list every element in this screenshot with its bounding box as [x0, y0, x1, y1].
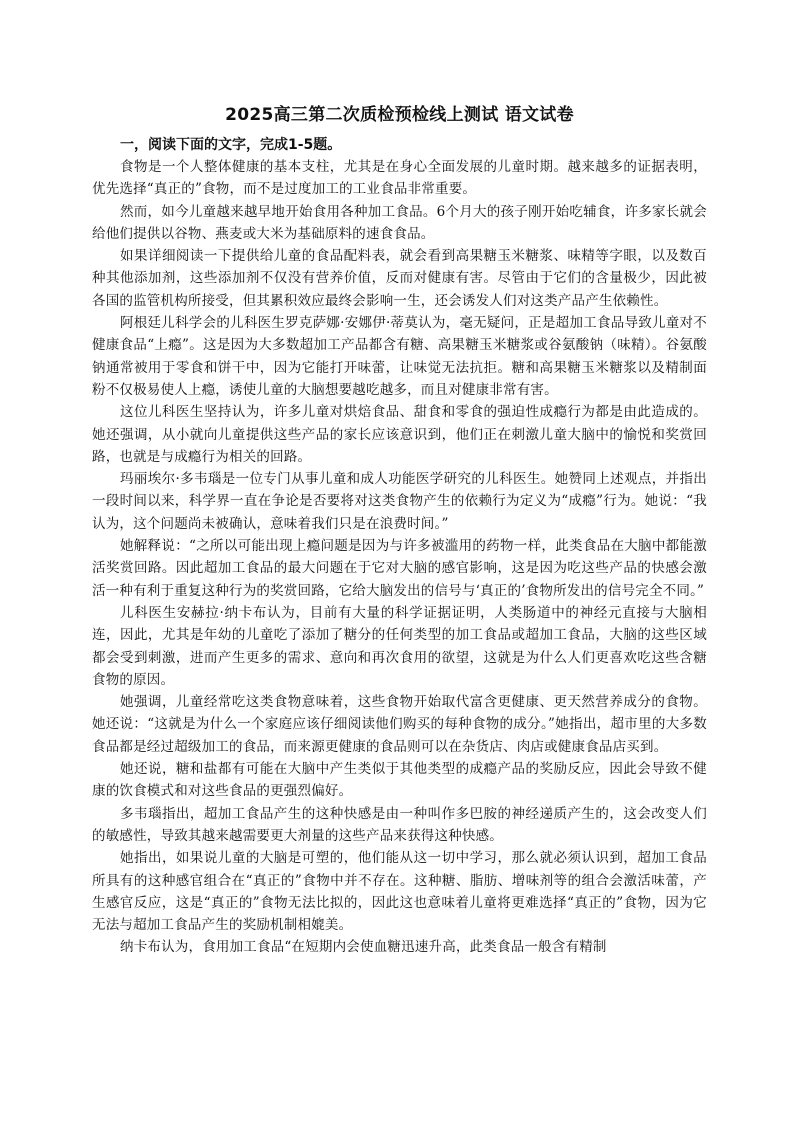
page-title: 2025高三第二次质检预检线上测试 语文试卷: [225, 105, 574, 125]
passage-paragraph: 她解释说：“之所以可能出现上瘾问题是因为与许多被滥用的药物一样，此类食品在大脑中都能激活奖赏回路。因此超加工食品的最大问题在于它对大脑的感官影响，这是因为吃这些产品的快感会激活一种有利于重复这种行为的奖赏回路，它给大脑发出的信号与‘真正的’食物所发出的信号完全不同。”: [92, 538, 707, 599]
passage-paragraph: 她还说，糖和盐都有可能在大脑中产生类似于其他类型的成瘾产品的奖励反应，因此会导致不健康的饮食模式和对这些食品的更强烈偏好。: [92, 761, 707, 800]
passage-paragraph: 如果详细阅读一下提供给儿童的食品配料表，就会看到高果糖玉米糖浆、味精等字眼，以及数百种其他添加剂，这些添加剂不仅没有营养价值，反而对健康有害。尽管由于它们的含量极少，因此被各国的监管机构所接受，但其累积效应最终会影响一生，还会诱发人们对这类产品产生依赖性。: [92, 248, 707, 309]
passage-paragraph: 阿根廷儿科学会的儿科医生罗克萨娜·安娜伊·蒂莫认为，毫无疑问，正是超加工食品导致儿童对不健康食品“上瘾”。这是因为大多数超加工产品都含有糖、高果糖玉米糖浆或谷氨酸钠（味精）。谷氨酸钠通常被用于零食和饼干中，因为它能打开味蕾，让味觉无法抗拒。糖和高果糖玉米糖浆以及精制面粉不仅极易使人上瘾，诱使儿童的大脑想要越吃越多，而且对健康非常有害。: [92, 315, 707, 398]
section-heading: 一，阅读下面的文字，完成1-5题。: [120, 137, 342, 153]
passage-paragraph: 多韦瑙指出，超加工食品产生的这种快感是由一种叫作多巴胺的神经递质产生的，这会改变人们的敏感性，导致其越来越需要更大剂量的这些产品来获得这种快感。: [92, 805, 707, 844]
passage-paragraph: 玛丽埃尔·多韦瑙是一位专门从事儿童和成人功能医学研究的儿科医生。她赞同上述观点，并指出一段时间以来，科学界一直在争论是否要将对这类食物产生的依赖行为定义为“成瘾”行为。她说：“我认为，这个问题尚未被确认，意味着我们只是在浪费时间。”: [92, 471, 707, 532]
passage-paragraph: 食物是一个人整体健康的基本支柱，尤其是在身心全面发展的儿童时期。越来越多的证据表明，优先选择“真正的”食物，而不是过度加工的工业食品非常重要。: [92, 159, 707, 198]
passage-paragraph: 她强调，儿童经常吃这类食物意味着，这些食物开始取代富含更健康、更天然营养成分的食物。她还说：“这就是为什么一个家庭应该仔细阅读他们购买的每种食物的成分。”她指出，超市里的大多数食品都是经过超级加工的食品，而来源更健康的食品则可以在杂货店、肉店或健康食品店买到。: [92, 694, 707, 755]
passage-paragraph: 纳卡布认为，食用加工食品“在短期内会使血糖迅速升高，此类食品一般含有精制: [120, 939, 607, 956]
passage-paragraph: 儿科医生安赫拉·纳卡布认为，目前有大量的科学证据证明，人类肠道中的神经元直接与大脑相连，因此，尤其是年幼的儿童吃了添加了糖分的任何类型的加工食品或超加工食品，大脑的这些区域都会受到刺激，进而产生更多的需求、意向和再次食用的欲望，这就是为什么人们更喜欢吃这些含糖食物的原因。: [92, 604, 707, 688]
passage-paragraph: 这位儿科医生坚持认为，许多儿童对烘焙食品、甜食和零食的强迫性成瘾行为都是由此造成的。她还强调，从小就向儿童提供这些产品的家长应该意识到，他们正在刺激儿童大脑中的愉悦和奖赏回路，也就是与成瘾行为相关的回路。: [92, 404, 707, 465]
exam-page: [92, 104, 707, 959]
passage-paragraph: 她指出，如果说儿童的大脑是可塑的，他们能从这一切中学习，那么就必须认识到，超加工食品所具有的这种感官组合在“真正的”食物中并不存在。这种糖、脂肪、增味剂等的组合会激活味蕾，产生感官反应，这是“真正的”食物无法比拟的，因此这也意味着儿童将更难选择“真正的”食物，因为它无法与超加工食品产生的奖励机制相媲美。: [92, 850, 707, 934]
reading-passage: [92, 156, 707, 959]
passage-paragraph: 然而，如今儿童越来越早地开始食用各种加工食品。6个月大的孩子刚开始吃辅食，许多家长就会给他们提供以谷物、燕麦或大米为基础原料的速食食品。: [92, 203, 707, 242]
